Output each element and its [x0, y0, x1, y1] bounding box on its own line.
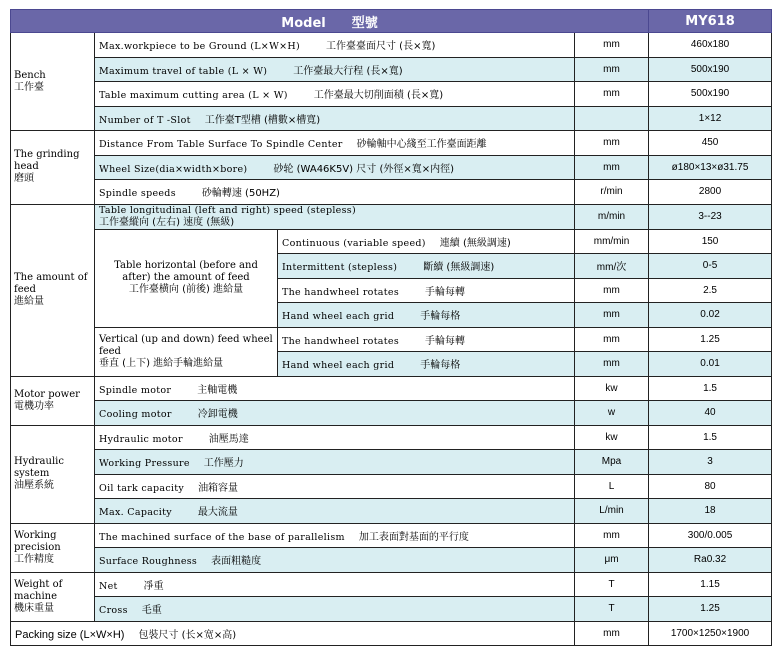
table-row [11, 572, 772, 597]
spec-unit: T [575, 572, 649, 597]
spec-unit: mm [575, 131, 649, 156]
spec-value: 18 [649, 499, 772, 524]
group-bench: Bench 工作臺 [11, 33, 95, 131]
spec-value: 300/0.005 [649, 523, 772, 548]
spec-desc: Cooling motor 冷卸電機 [95, 401, 575, 426]
spec-unit: kw [575, 425, 649, 450]
spec-value: 3--23 [649, 204, 772, 229]
spec-unit: L/min [575, 499, 649, 524]
spec-value: 0.01 [649, 352, 772, 377]
spec-desc: Surface Roughness 表面粗糙度 [95, 548, 575, 573]
packing-desc: Packing size (L×W×H) 包裝尺寸 (长×宽×高) [11, 621, 575, 646]
spec-desc: Table maximum cutting area (L × W) 工作臺最大切削面積 (長×寬) [95, 82, 575, 107]
spec-value: 3 [649, 450, 772, 475]
spec-value: 1.5 [649, 425, 772, 450]
table-row [11, 180, 772, 205]
spec-value: 1.25 [649, 597, 772, 622]
table-row [11, 499, 772, 524]
table-row [11, 523, 772, 548]
spec-unit: mm [575, 278, 649, 303]
table-row [11, 621, 772, 646]
spec-value: 0.02 [649, 303, 772, 328]
table-row [11, 204, 772, 229]
spec-desc: Intermittent (stepless) 斷續 (無級調速) [278, 254, 575, 279]
table-row [11, 131, 772, 156]
spec-value: 1700×1250×1900 [649, 621, 772, 646]
spec-value: 1×12 [649, 106, 772, 131]
spec-unit: mm [575, 327, 649, 352]
spec-unit: mm [575, 303, 649, 328]
spec-value: 1.15 [649, 572, 772, 597]
spec-unit: mm/次 [575, 254, 649, 279]
spec-value: 80 [649, 474, 772, 499]
table-row [11, 425, 772, 450]
group-weight: Weight of machine 機床重量 [11, 572, 95, 621]
spec-value: 460x180 [649, 33, 772, 58]
spec-desc: Hand wheel each grid 手輪每格 [278, 352, 575, 377]
table-row [11, 597, 772, 622]
table-row [11, 548, 772, 573]
spec-value: 2800 [649, 180, 772, 205]
spec-unit: m/min [575, 204, 649, 229]
spec-unit: w [575, 401, 649, 426]
spec-unit: μm [575, 548, 649, 573]
spec-desc: Maximum travel of table (L × W) 工作臺最大行程 (長×寬) [95, 57, 575, 82]
spec-value: 2.5 [649, 278, 772, 303]
spec-desc: Cross 毛重 [95, 597, 575, 622]
group-precision: Working precision 工作精度 [11, 523, 95, 572]
spec-value: 40 [649, 401, 772, 426]
spec-value: 500x190 [649, 82, 772, 107]
table-row [11, 33, 772, 58]
spec-desc: Distance From Table Surface To Spindle Center 砂輪軸中心綫至工作臺面距離 [95, 131, 575, 156]
header-row [11, 10, 772, 33]
spec-desc: Max. Capacity 最大流量 [95, 499, 575, 524]
model-label-cn: 型號 [351, 15, 378, 31]
spec-value: 500x190 [649, 57, 772, 82]
table-row [11, 106, 772, 131]
spec-unit: T [575, 597, 649, 622]
subgroup-horizontal: Table horizontal (before and after) the amount of feed 工作臺横向 (前後) 進給量 [95, 229, 278, 327]
spec-desc: Spindle speeds 砂輪轉速 (50HZ) [95, 180, 575, 205]
table-row [11, 82, 772, 107]
spec-desc: Spindle motor 主軸電機 [95, 376, 575, 401]
table-row [11, 229, 772, 254]
spec-value: 150 [649, 229, 772, 254]
spec-desc: Hand wheel each grid 手輪每格 [278, 303, 575, 328]
spec-value: Ra0.32 [649, 548, 772, 573]
model-label: Model [281, 15, 326, 31]
spec-unit: r/min [575, 180, 649, 205]
spec-unit: Mpa [575, 450, 649, 475]
spec-desc: Oil tark capacity 油箱容量 [95, 474, 575, 499]
group-hydraulic: Hydraulic system 油壓系統 [11, 425, 95, 523]
spec-desc: The handwheel rotates 手輪每轉 [278, 327, 575, 352]
spec-unit: mm [575, 621, 649, 646]
spec-unit: kw [575, 376, 649, 401]
table-row [11, 474, 772, 499]
table-row [11, 376, 772, 401]
spec-desc: Wheel Size(dia×width×bore) 砂轮 (WA46K5V) 尺寸 (外徑×寬×内徑) [95, 155, 575, 180]
spec-value: 450 [649, 131, 772, 156]
spec-desc: Net 凈重 [95, 572, 575, 597]
group-feed: The amount of feed 進給量 [11, 204, 95, 376]
table-row [11, 57, 772, 82]
table-row [11, 401, 772, 426]
spec-unit: mm [575, 155, 649, 180]
spec-unit: L [575, 474, 649, 499]
table-row [11, 155, 772, 180]
spec-value: ø180×13×ø31.75 [649, 155, 772, 180]
spec-table [10, 9, 772, 646]
spec-unit: mm [575, 352, 649, 377]
spec-desc: Max.workpiece to be Ground (L×W×H) 工作臺臺面尺寸 (長×寬) [95, 33, 575, 58]
spec-desc: Working Pressure 工作壓力 [95, 450, 575, 475]
group-motor-power: Motor power 電機功率 [11, 376, 95, 425]
subgroup-vertical: Vertical (up and down) feed wheel feed 垂直 (上下) 進給手輪進給量 [95, 327, 278, 376]
spec-unit [575, 106, 649, 131]
spec-unit: mm [575, 82, 649, 107]
spec-unit: mm/min [575, 229, 649, 254]
spec-unit: mm [575, 57, 649, 82]
spec-desc: Number of T -Slot 工作臺T型槽 (槽數×槽寬) [95, 106, 575, 131]
spec-desc: Continuous (variable speed) 連續 (無級調速) [278, 229, 575, 254]
spec-value: 1.25 [649, 327, 772, 352]
spec-desc: Table longitudinal (left and right) speed (stepless) 工作臺縱向 (左右) 速度 (無級) [95, 204, 575, 229]
spec-desc: The machined surface of the base of parallelism 加工表面對基面的平行度 [95, 523, 575, 548]
spec-value: 1.5 [649, 376, 772, 401]
spec-unit: mm [575, 33, 649, 58]
table-row [11, 450, 772, 475]
table-row [11, 327, 772, 352]
spec-desc: Hydraulic motor 油壓馬達 [95, 425, 575, 450]
spec-desc: The handwheel rotates 手輪每轉 [278, 278, 575, 303]
model-name: MY618 [649, 10, 772, 33]
group-grinding-head: The grinding head 磨頭 [11, 131, 95, 205]
model-header [11, 10, 649, 33]
spec-unit: mm [575, 523, 649, 548]
spec-value: 0-5 [649, 254, 772, 279]
